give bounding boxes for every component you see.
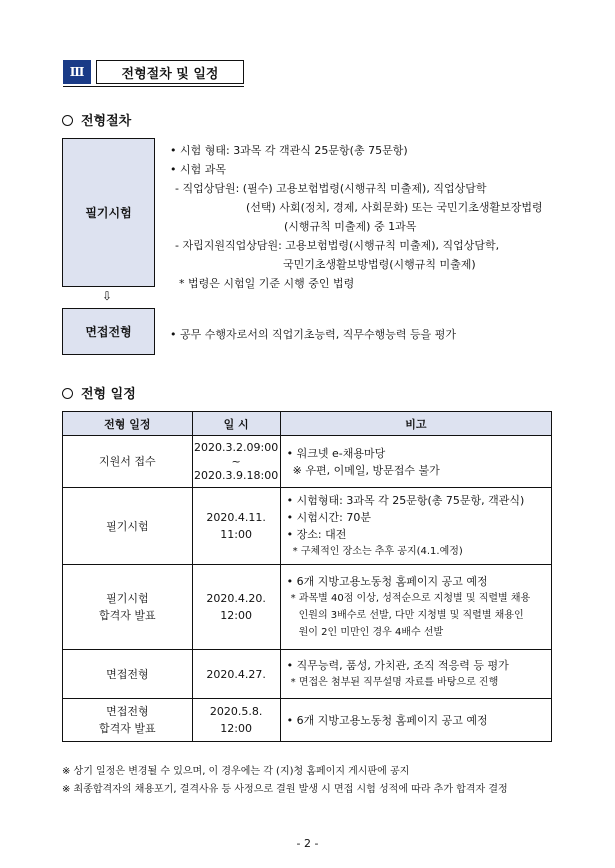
footnote: ※ 최종합격자의 채용포기, 결격사유 등 사정으로 결원 발생 시 면접 시험 성적에 따라 추가 합격자 결정 <box>62 784 508 795</box>
stage-cell: 필기시험 <box>63 488 193 565</box>
written-line: - 직업상담원: (필수) 고용보험법령(시행규칙 미출제), 직업상담학 <box>175 182 487 195</box>
table-header-row <box>63 412 552 436</box>
notes-cell: • 시험형태: 3과목 각 25문항(총 75문항, 객관식) • 시험시간: 70분 • 장소: 대전 * 구체적인 장소는 추후 공지(4.1.예정) <box>280 488 551 565</box>
written-line: • 시험 형태: 3과목 각 객관식 25문항(총 75문항) <box>170 144 408 157</box>
stage-cell: 지원서 접수 <box>63 436 193 488</box>
down-arrow-icon: ⇩ <box>102 289 113 303</box>
procedure-heading: 전형절차 <box>62 110 131 129</box>
written-line: (시행규칙 미출제) 중 1과목 <box>284 220 417 233</box>
written-line: * 법령은 시험일 기준 시행 중인 법령 <box>179 277 355 290</box>
header-date: 일 시 <box>192 412 280 436</box>
table-row <box>63 699 552 742</box>
section-title: 전형절차 및 일정 <box>96 60 244 84</box>
date-cell: 2020.4.20. 12:00 <box>192 565 280 650</box>
interview-box: 면접전형 <box>62 308 155 355</box>
notes-cell: • 워크넷 e-채용마당 ※ 우편, 이메일, 방문접수 불가 <box>280 436 551 488</box>
date-cell: 2020.5.8. 12:00 <box>192 699 280 742</box>
table-row <box>63 565 552 650</box>
table-row <box>63 650 552 699</box>
circle-icon <box>62 115 73 126</box>
header-stage: 전형 일정 <box>63 412 193 436</box>
notes-cell: • 6개 지방고용노동청 홈페이지 공고 예정 * 과목별 40점 이상, 성적순으로 지청별 및 직렬별 채용 인원의 3배수로 선발, 다만 지청별 및 직렬별 채용인 원이 2인 미만인 경우 4배수 선발 <box>280 565 551 650</box>
section-underline <box>63 86 244 87</box>
table-row <box>63 436 552 488</box>
schedule-table <box>62 411 552 742</box>
written-line: (선택) 사회(정치, 경제, 사회문화) 또는 국민기초생활보장법령 <box>246 201 543 214</box>
notes-cell: • 6개 지방고용노동청 홈페이지 공고 예정 <box>280 699 551 742</box>
notes-cell: • 직무능력, 품성, 가치관, 조직 적응력 등 평가 * 면접은 첨부된 직무설명 자료를 바탕으로 진행 <box>280 650 551 699</box>
table-row <box>63 488 552 565</box>
circle-icon <box>62 388 73 399</box>
date-cell: 2020.3.2.09:00 ~ 2020.3.9.18:00 <box>192 436 280 488</box>
stage-cell: 필기시험 합격자 발표 <box>63 565 193 650</box>
schedule-heading: 전형 일정 <box>62 383 136 402</box>
date-cell: 2020.4.27. <box>192 650 280 699</box>
date-cell: 2020.4.11. 11:00 <box>192 488 280 565</box>
footnote: ※ 상기 일정은 변경될 수 있으며, 이 경우에는 각 (지)청 홈페이지 게시판에 공지 <box>62 766 410 777</box>
stage-cell: 면접전형 <box>63 650 193 699</box>
stage-cell: 면접전형 합격자 발표 <box>63 699 193 742</box>
header-notes: 비고 <box>280 412 551 436</box>
written-exam-box: 필기시험 <box>62 138 155 287</box>
interview-line: • 공무 수행자로서의 직업기초능력, 직무수행능력 등을 평가 <box>170 328 456 341</box>
section-number: Ⅲ <box>63 60 91 84</box>
page-number: - 2 - <box>296 837 319 850</box>
written-line: 국민기초생활보방법령(시행규칙 미출제) <box>283 258 476 271</box>
written-line: • 시험 과목 <box>170 163 226 176</box>
written-line: - 자립지원직업상담원: 고용보험법령(시행규칙 미출제), 직업상담학, <box>175 239 500 252</box>
